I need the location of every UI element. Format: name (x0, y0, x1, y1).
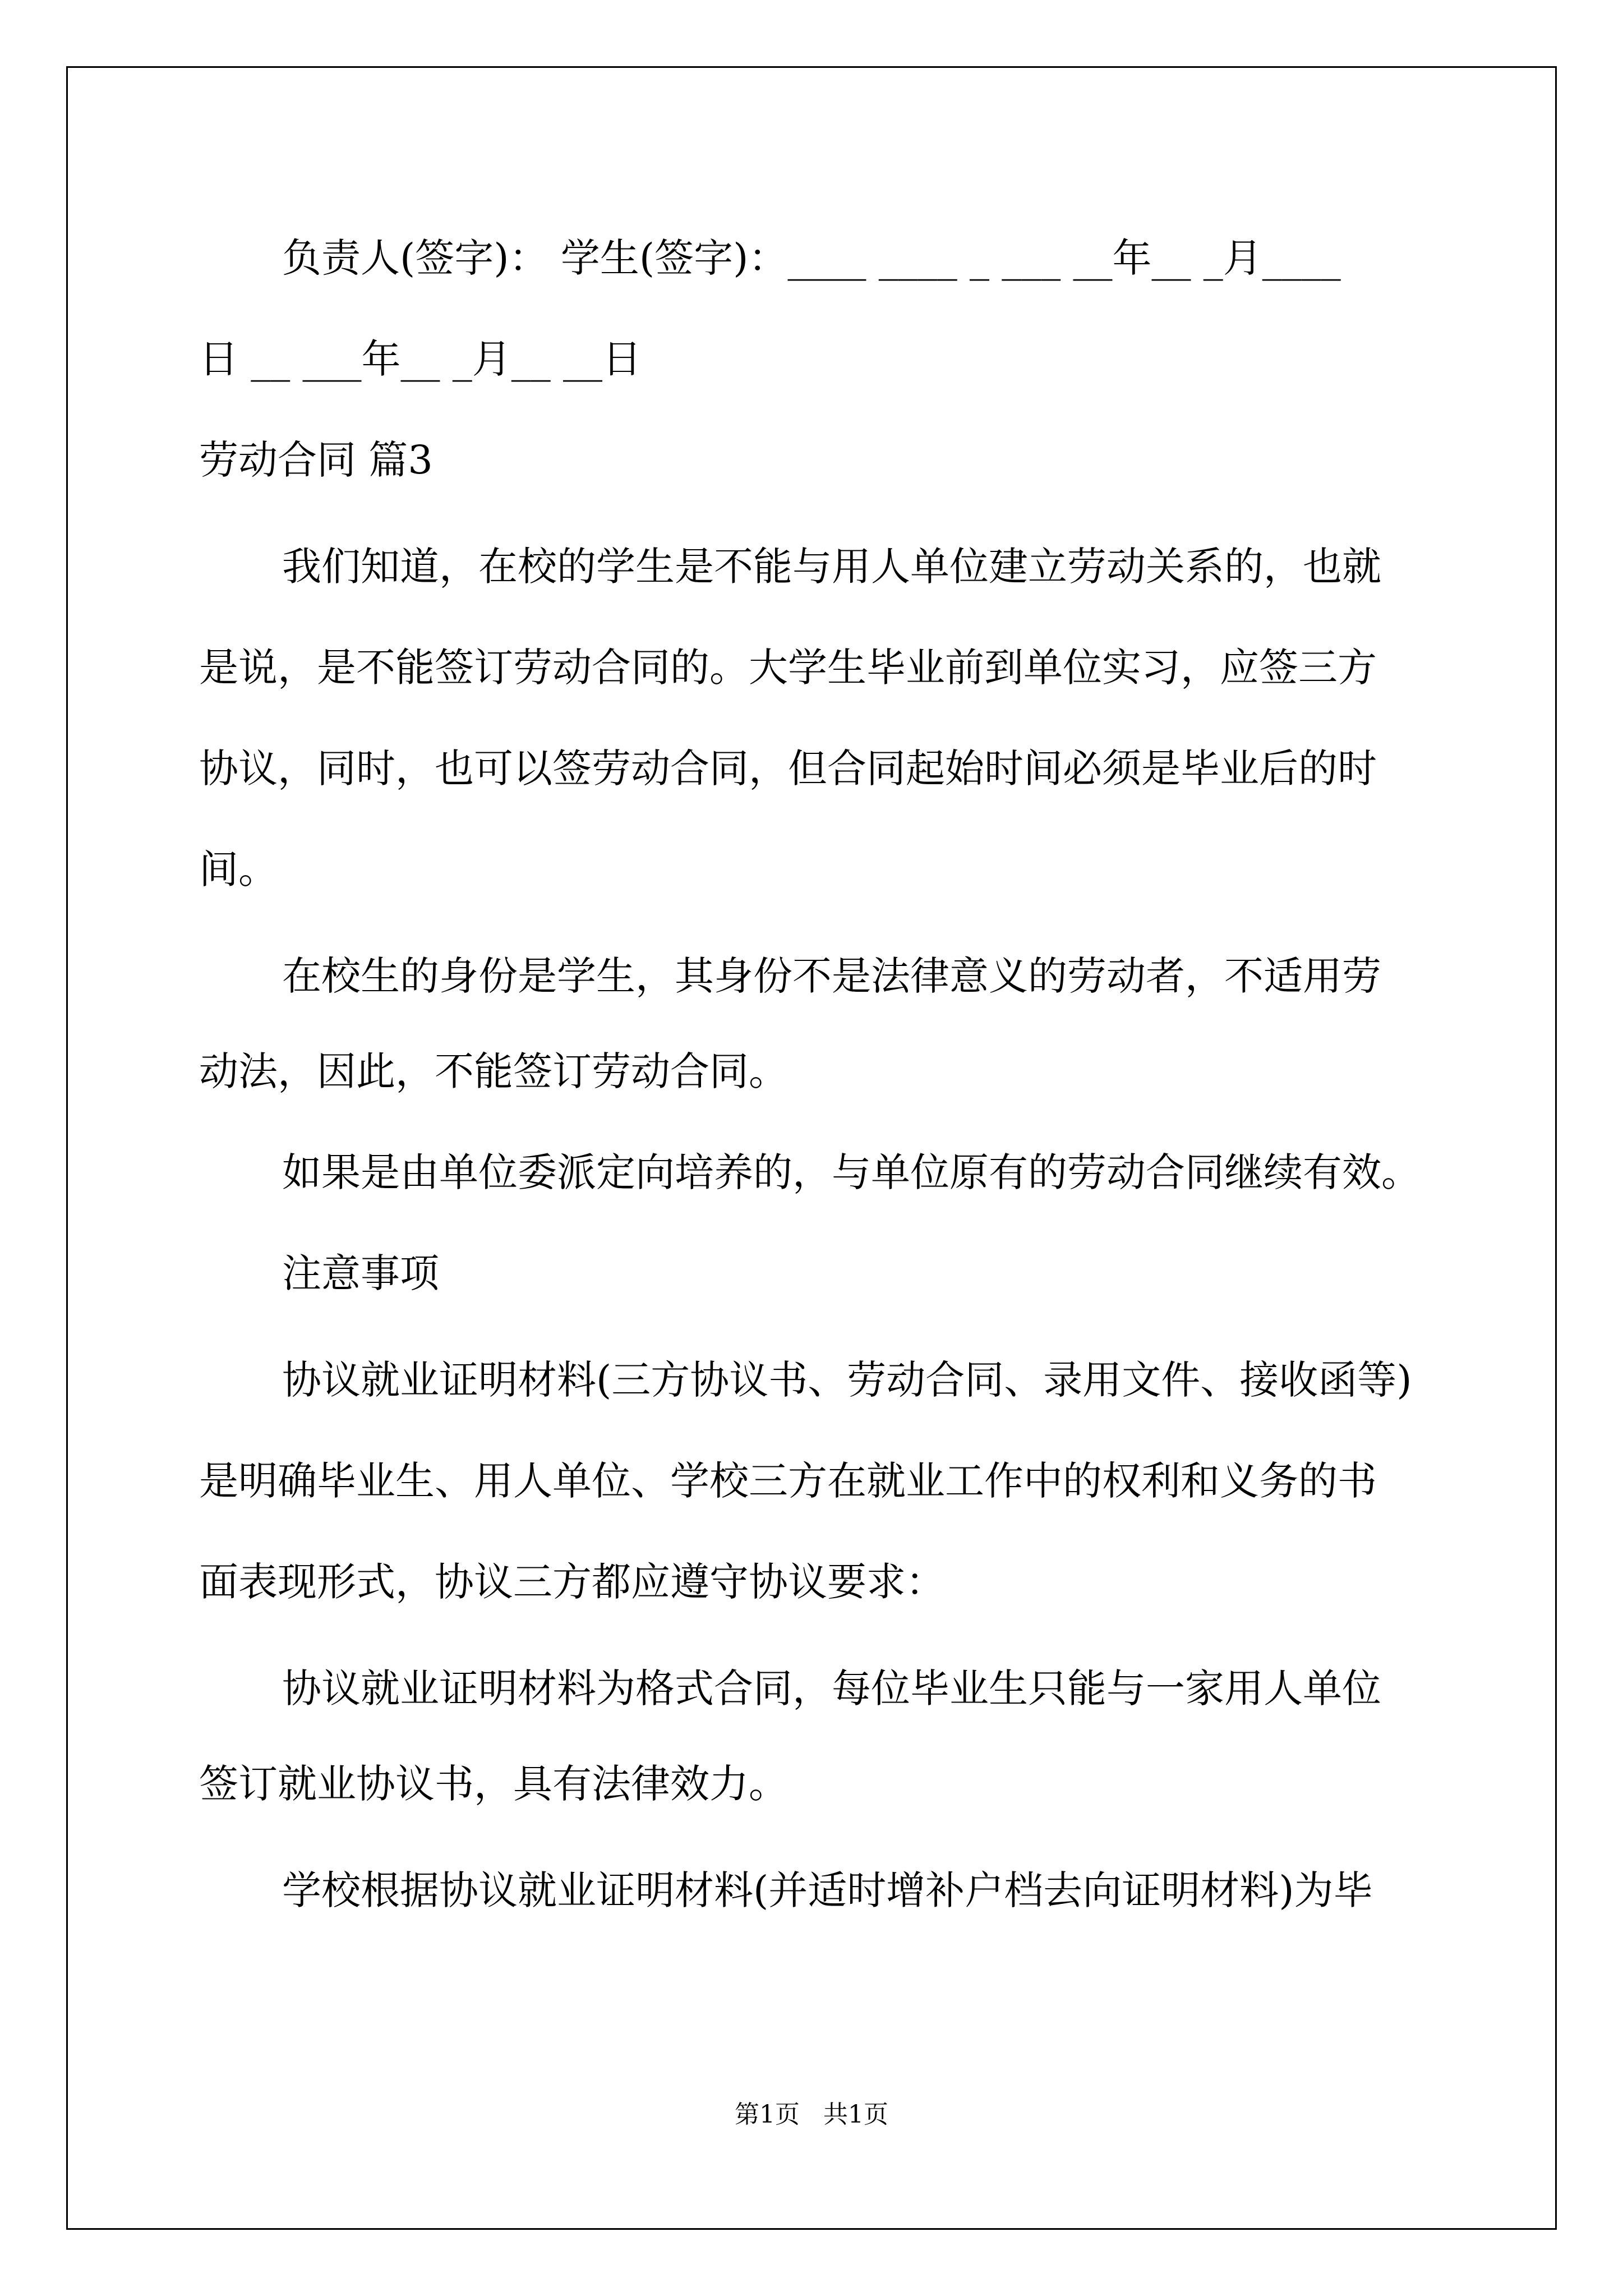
subheading: 注意事项 (282, 1250, 439, 1296)
page-footer: 第1页 共1页 (735, 2100, 888, 2129)
paragraph-line: 是明确毕业生、用人单位、学校三方在就业工作中的权利和义务的书 (199, 1458, 1377, 1504)
paragraph-line: 是说，是不能签订劳动合同的。大学生毕业前到单位实习，应签三方 (199, 645, 1377, 691)
paragraph-line: 协议，同时，也可以签劳动合同，但合同起始时间必须是毕业后的时 (199, 746, 1377, 792)
paragraph-line: 间。 (199, 846, 278, 892)
signature-line: 负责人(签字)： 学生(签字)：____ ____ _ ___ __年__ _月____ (282, 235, 1341, 281)
paragraph-line: 学校根据协议就业证明材料(并适时增补户档去向证明材料)为毕 (282, 1867, 1373, 1913)
paragraph-line: 我们知道，在校的学生是不能与用人单位建立劳动关系的，也就 (282, 544, 1381, 590)
paragraph-line: 面表现形式，协议三方都应遵守协议要求： (199, 1559, 945, 1605)
date-line: 日 __ ___年__ _月__ __日 (199, 336, 642, 382)
section-heading: 劳动合同 篇3 (199, 437, 433, 483)
paragraph-line: 签订就业协议书，具有法律效力。 (199, 1761, 788, 1807)
paragraph-line: 协议就业证明材料(三方协议书、劳动合同、录用文件、接收函等) (282, 1357, 1412, 1403)
paragraph-line: 如果是由单位委派定向培养的，与单位原有的劳动合同继续有效。 (282, 1149, 1421, 1195)
paragraph-line: 协议就业证明材料为格式合同，每位毕业生只能与一家用人单位 (282, 1665, 1381, 1711)
paragraph-line: 动法，因此，不能签订劳动合同。 (199, 1048, 788, 1094)
paragraph-line: 在校生的身份是学生，其身份不是法律意义的劳动者，不适用劳 (282, 953, 1381, 999)
